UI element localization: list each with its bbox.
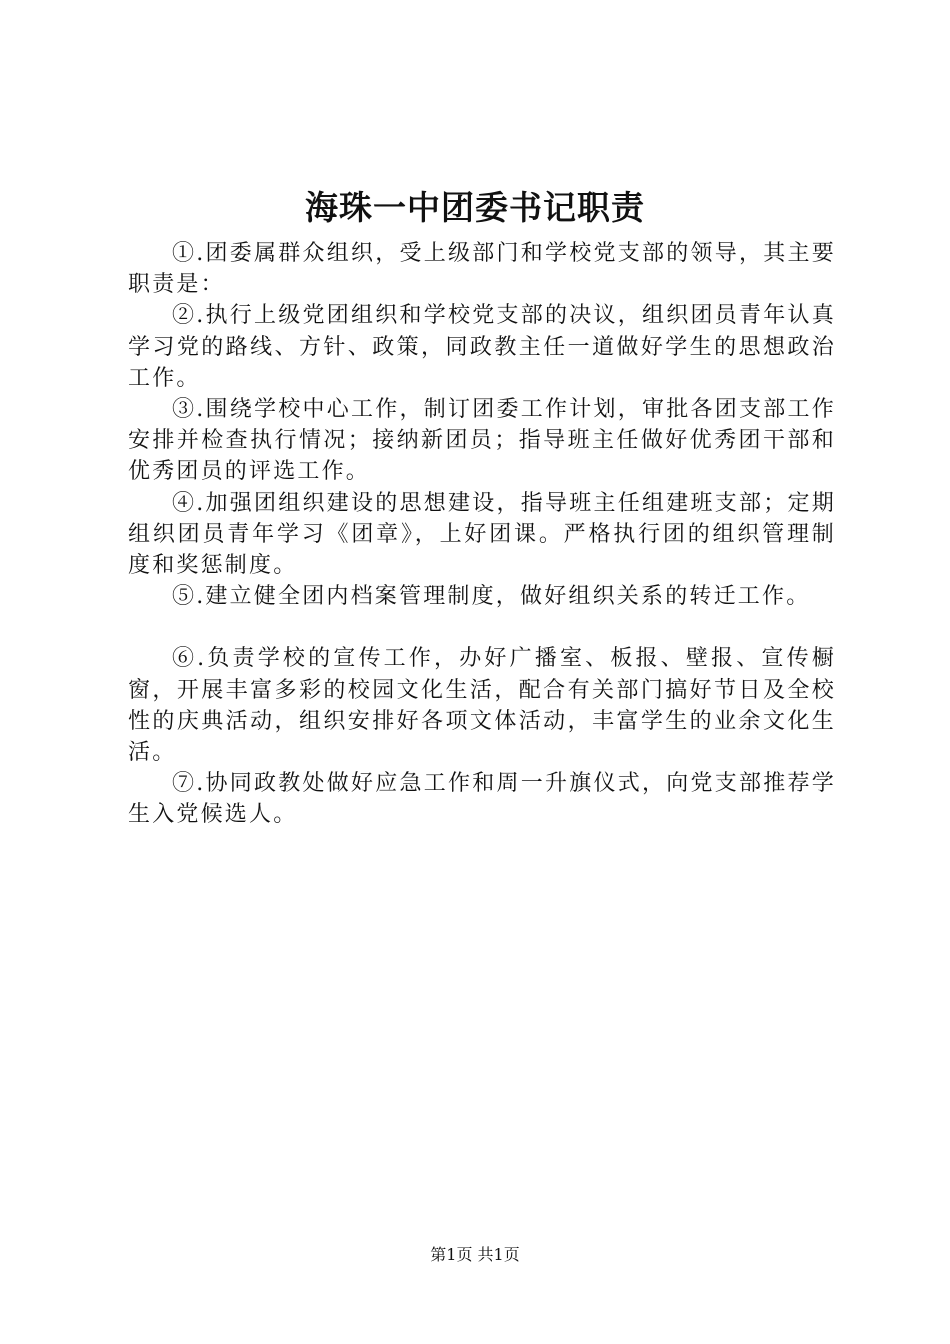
paragraph-3: ③.围绕学校中心工作，制订团委工作计划，审批各团支部工作安排并检查执行情况；接纳新团员；指导班主任做好优秀团干部和优秀团员的评选工作。 bbox=[128, 397, 836, 485]
paragraph-1: ①.团委属群众组织，受上级部门和学校党支部的领导，其主要职责是： bbox=[128, 241, 836, 298]
document-body bbox=[128, 238, 836, 831]
paragraph-5: ⑤.建立健全团内档案管理制度，做好组织关系的转迁工作。 bbox=[172, 584, 811, 610]
page-footer: 第1页 共1页 bbox=[430, 1245, 520, 1264]
document-title: 海珠一中团委书记职责 bbox=[305, 188, 645, 227]
paragraph-4: ④.加强团组织建设的思想建设，指导班主任组建班支部；定期组织团员青年学习《团章》，上好团课。严格执行团的组织管理制度和奖惩制度。 bbox=[128, 490, 836, 579]
paragraph-7: ⑦.协同政教处做好应急工作和周一升旗仪式，向党支部推荐学生入党候选人。 bbox=[128, 771, 836, 828]
paragraph-6: ⑥.负责学校的宣传工作，办好广播室、板报、壁报、宣传橱窗，开展丰富多彩的校园文化生活，配合有关部门搞好节日及全校性的庆典活动，组织安排好各项文体活动，丰富学生的业余文化生活。 bbox=[128, 646, 836, 766]
paragraph-2: ②.执行上级党团组织和学校党支部的决议，组织团员青年认真学习党的路线、方针、政策，同政教主任一道做好学生的思想政治工作。 bbox=[128, 303, 836, 391]
